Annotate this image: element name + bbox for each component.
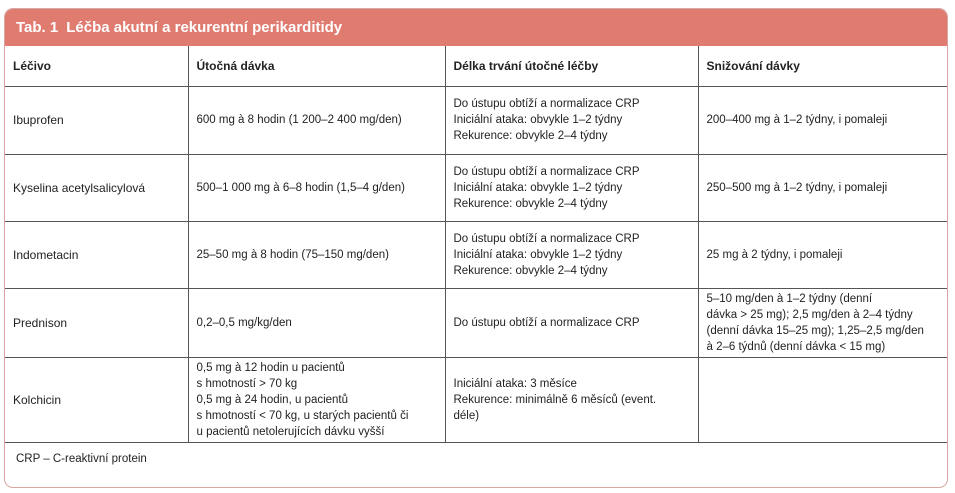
header-drug: Léčivo xyxy=(5,46,188,86)
cell-line: Rekurence: minimálně 6 měsíců (event. xyxy=(453,393,657,406)
cell-line: 0,5 mg à 12 hodin u pacientů xyxy=(196,361,345,374)
cell-line: déle) xyxy=(453,409,480,422)
cell-drug: Prednison xyxy=(5,288,188,357)
cell-taper xyxy=(698,86,948,154)
cell-line: s hmotností > 70 kg xyxy=(196,377,298,390)
cell-line: Do ústupu obtíží a normalizace CRP xyxy=(453,98,640,110)
cell-taper xyxy=(698,288,948,357)
cell-drug: Kyselina acetylsalicylová xyxy=(5,154,188,221)
cell-line: Iniciální ataka: obvykle 1–2 týdny xyxy=(453,181,623,194)
header-row xyxy=(5,46,948,86)
cell-line: 200–400 mg à 1–2 týdny, i pomaleji xyxy=(706,114,888,126)
table-row xyxy=(5,288,948,357)
treatment-table xyxy=(5,46,948,443)
table-row xyxy=(5,357,948,442)
cell-line: Do ústupu obtíží a normalizace CRP xyxy=(453,316,640,329)
cell-duration xyxy=(445,154,698,221)
cell-line: 25–50 mg à 8 hodin (75–150 mg/den) xyxy=(196,248,389,261)
cell-taper xyxy=(698,357,948,442)
cell-line: 500–1 000 mg à 6–8 hodin (1,5–4 g/den) xyxy=(196,181,405,194)
table-label: Tab. 1 xyxy=(16,19,59,36)
cell-duration xyxy=(445,221,698,288)
table-footnote: CRP – C-reaktivní protein xyxy=(16,452,147,465)
cell-line: 250–500 mg à 1–2 týdny, i pomaleji xyxy=(706,181,888,194)
cell-line: (denní dávka 15–25 mg); 1,25–2,5 mg/den xyxy=(706,324,924,337)
cell-line: 5–10 mg/den à 1–2 týdny (denní xyxy=(706,292,873,305)
cell-dose xyxy=(188,357,445,442)
cell-line: Iniciální ataka: obvykle 1–2 týdny xyxy=(453,114,623,126)
cell-line: Rekurence: obvykle 2–4 týdny xyxy=(453,264,608,277)
cell-line: s hmotností < 70 kg, u starých pacientů či xyxy=(196,409,409,422)
table-frame xyxy=(4,8,948,488)
cell-line: 0,2–0,5 mg/kg/den xyxy=(196,316,292,329)
cell-line: 600 mg à 8 hodin (1 200–2 400 mg/den) xyxy=(196,114,402,126)
cell-line: Do ústupu obtíží a normalizace CRP xyxy=(453,232,640,245)
cell-dose xyxy=(188,288,445,357)
cell-line: u pacientů netolerujících dávku vyšší xyxy=(196,425,385,438)
table-title-bar xyxy=(5,9,947,46)
cell-drug: Ibuprofen xyxy=(5,86,188,154)
table-row xyxy=(5,86,948,154)
cell-line: 25 mg à 2 týdny, i pomaleji xyxy=(706,248,843,261)
cell-drug: Kolchicin xyxy=(5,357,188,442)
cell-line: 0,5 mg à 24 hodin, u pacientů xyxy=(196,393,349,406)
cell-taper xyxy=(698,154,948,221)
cell-duration xyxy=(445,357,698,442)
cell-line: dávka > 25 mg); 2,5 mg/den à 2–4 týdny xyxy=(706,308,913,321)
cell-line: à 2–6 týdnů (denní dávka < 15 mg) xyxy=(706,340,886,353)
header-duration: Délka trvání útočné léčby xyxy=(445,46,698,86)
cell-duration xyxy=(445,288,698,357)
table-row xyxy=(5,221,948,288)
cell-line: Rekurence: obvykle 2–4 týdny xyxy=(453,197,608,210)
cell-line: Iniciální ataka: obvykle 1–2 týdny xyxy=(453,248,623,261)
header-dose: Útočná dávka xyxy=(188,46,445,86)
cell-line: Rekurence: obvykle 2–4 týdny xyxy=(453,130,608,142)
cell-line: Do ústupu obtíží a normalizace CRP xyxy=(453,165,640,178)
cell-line: Iniciální ataka: 3 měsíce xyxy=(453,377,577,390)
cell-drug: Indometacin xyxy=(5,221,188,288)
header-taper: Snižování dávky xyxy=(698,46,948,86)
cell-dose xyxy=(188,221,445,288)
cell-dose xyxy=(188,154,445,221)
table-row xyxy=(5,154,948,221)
cell-taper xyxy=(698,221,948,288)
cell-duration xyxy=(445,86,698,154)
table-title: Léčba akutní a rekurentní perikarditidy xyxy=(66,19,343,36)
cell-dose xyxy=(188,86,445,154)
